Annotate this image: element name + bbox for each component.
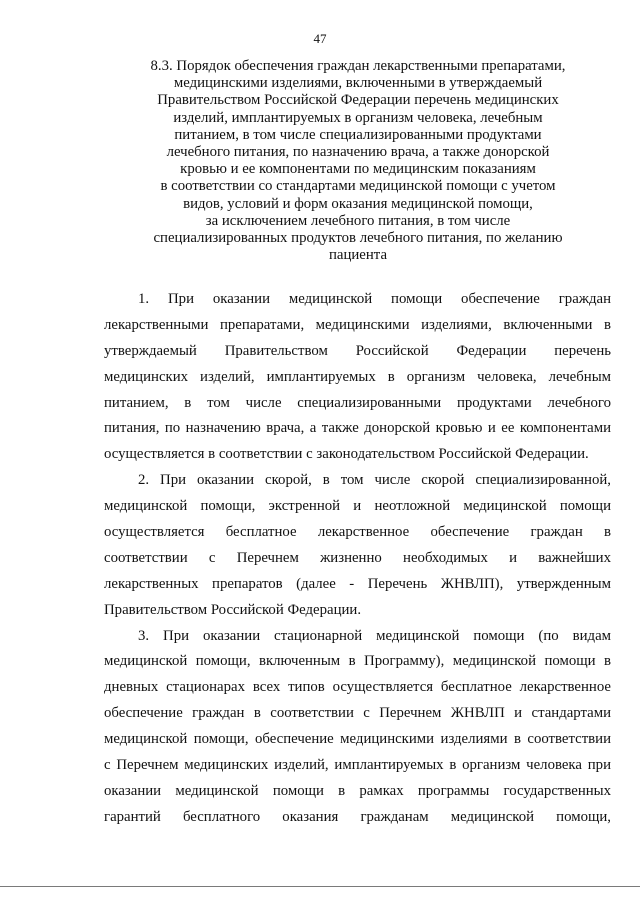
- paragraph-1: [104, 287, 611, 468]
- paragraph-line: медицинской помощи, экстренной и неотложной медицинской помощи: [104, 498, 611, 515]
- heading-line: Правительством Российской Федерации перечень медицинских: [157, 92, 559, 109]
- paragraph-line: медицинской помощи, обеспечение медицинскими изделиями в соответствии: [104, 731, 611, 748]
- document-body: [104, 287, 611, 831]
- paragraph-line: лекарственными препаратами, медицинскими изделиями, включенными в: [104, 316, 611, 333]
- heading-line: специализированных продуктов лечебного питания, по желанию: [153, 230, 563, 247]
- section-heading: [128, 58, 588, 264]
- heading-line: пациента: [328, 247, 388, 264]
- paragraph-line: 1. При оказании медицинской помощи обеспечение граждан: [138, 291, 611, 307]
- paragraph-line: с Перечнем медицинских изделий, имплантируемых в организм человека при: [104, 757, 611, 774]
- paragraph-line: питанием, в том числе специализированными продуктами лечебного: [104, 394, 611, 411]
- paragraph-line: утверждаемый Правительством Российской Федерации перечень: [104, 342, 611, 359]
- paragraph-line: 3. При оказании стационарной медицинской помощи (по видам: [138, 627, 611, 644]
- page-bottom-edge: [0, 886, 640, 887]
- page-number: 47: [313, 31, 327, 46]
- paragraph-line: медицинской помощи, включенным в Программу), медицинской помощи в: [104, 653, 611, 670]
- heading-line: 8.3. Порядок обеспечения граждан лекарственными препаратами,: [150, 58, 566, 74]
- heading-line: питанием, в том числе специализированными продуктами: [174, 126, 542, 143]
- paragraph-line: 2. При оказании скорой, в том числе скорой специализированной,: [138, 472, 611, 489]
- paragraph-line: лекарственных препаратов (далее - Перечень ЖНВЛП), утвержденным: [104, 575, 611, 592]
- heading-line: лечебного питания, по назначению врача, а также донорской: [166, 144, 550, 161]
- paragraph-line: гарантий бесплатного оказания гражданам медицинской помощи,: [104, 808, 611, 825]
- paragraph-line: осуществляется бесплатное лекарственное обеспечение граждан в: [104, 524, 611, 541]
- heading-line: изделий, имплантируемых в организм человека, лечебным: [173, 109, 543, 126]
- paragraph-line: питания, по назначению врача, а также донорской кровью и ее компонентами: [104, 420, 611, 437]
- paragraph-line: дневных стационарах всех типов осуществляется бесплатное лекарственное: [104, 679, 611, 696]
- heading-line: за исключением лечебного питания, в том числе: [205, 212, 511, 229]
- paragraph-2: [104, 468, 611, 623]
- heading-line: в соответствии со стандартами медицинской помощи с учетом: [160, 178, 556, 195]
- paragraph-line: Правительством Российской Федерации.: [104, 601, 362, 618]
- heading-line: видов, условий и форм оказания медицинской помощи,: [183, 195, 533, 212]
- paragraph-line: осуществляется в соответствии с законодательством Российской Федерации.: [104, 446, 589, 463]
- paragraph-line: соответствии с Перечнем жизненно необходимых и важнейших: [104, 549, 611, 566]
- paragraph-line: медицинских изделий, имплантируемых в организм человека, лечебным: [104, 368, 611, 385]
- paragraph-line: обеспечение граждан в соответствии с Перечнем ЖНВЛП и стандартами: [104, 705, 611, 722]
- heading-line: медицинскими изделиями, включенными в утверждаемый: [173, 75, 543, 92]
- paragraph-line: оказании медицинской помощи в рамках программы государственных: [104, 782, 611, 799]
- heading-line: кровью и ее компонентами по медицинским показаниям: [180, 161, 536, 178]
- paragraph-3: [104, 624, 611, 831]
